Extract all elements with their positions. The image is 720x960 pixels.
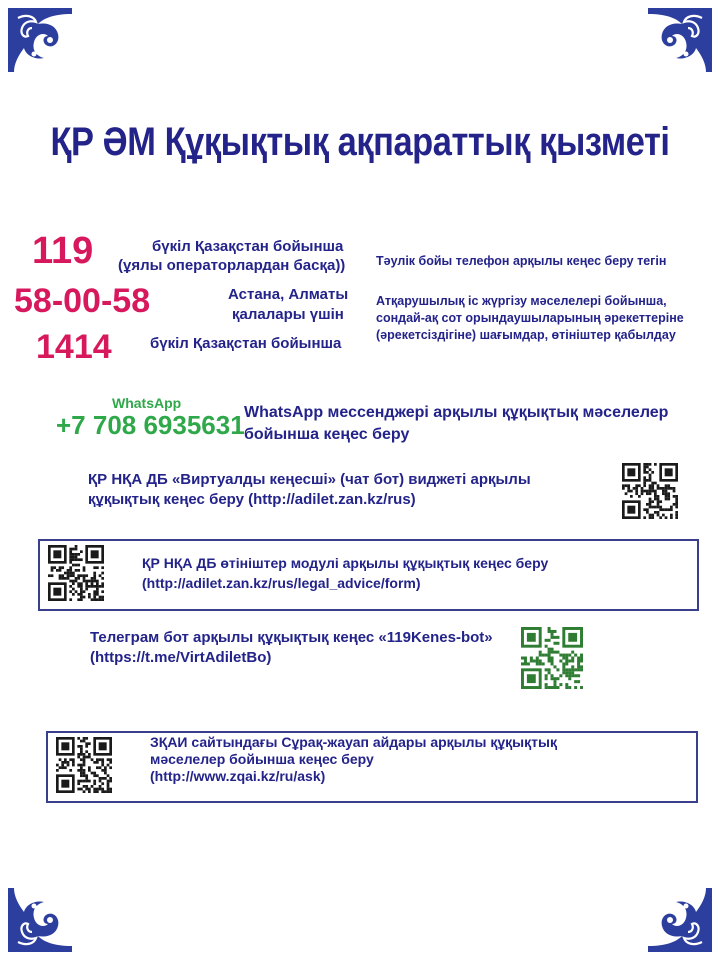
zqai-text [150,734,557,785]
phone-service-note: Тәулік бойы телефон арқылы кеңес беру тегін [376,254,667,268]
corner-ornament-bottom-left [4,884,76,956]
applications-module-link[interactable]: (http://adilet.zan.kz/rus/legal_advice/form) [142,575,421,591]
corner-ornament-bottom-right [644,884,716,956]
zqai-line-1: ЗҚАИ сайтындағы Сұрақ-жауап айдары арқылы құқықтық [150,734,557,750]
whatsapp-description: WhatsApp мессенджері арқылы құқықтық мәселелер бойынша кеңес беру [244,404,669,443]
zqai-line-2: мәселелер бойынша кеңес беру [150,751,374,767]
phone-1414[interactable]: 1414 [36,328,112,366]
phone-58-00-58[interactable]: 58-00-58 [14,282,151,320]
phone-119-label-2: (ұялы операторлардан басқа)) [118,257,346,274]
whatsapp-number[interactable]: +7 708 6935631 [56,410,245,440]
virtual-consultant-qr-icon[interactable] [622,463,678,519]
phone-58-00-58-label-2: қалалары үшін [232,306,344,323]
phone-119[interactable]: 119 [32,230,94,272]
telegram-link[interactable]: (https://t.me/VirtAdiletBo) [90,649,272,666]
corner-ornament-top-right [644,4,716,76]
corner-ornament-top-left [4,4,76,76]
zqai-qr-icon[interactable] [56,737,112,793]
applications-module-text [142,553,548,593]
telegram-line-1: Телеграм бот арқылы құқықтық кеңес «119Kenes-bot» [90,629,493,646]
phone-58-00-58-label-1: Астана, Алматы [228,286,349,303]
whatsapp-label: WhatsApp [112,395,182,411]
phone-1414-label: бүкіл Қазақстан бойынша [150,335,342,352]
telegram-qr-icon[interactable] [521,627,583,689]
telegram-text [90,628,520,668]
applications-module-line-1: ҚР НҚА ДБ өтініштер модулі арқылы құқықтық кеңес беру [142,555,549,571]
phone-119-label-1: бүкіл Қазақстан бойынша [152,238,344,255]
virtual-consultant-text: ҚР НҚА ДБ «Виртуалды кеңесші» (чат бот) виджеті арқылы құқықтық кеңес беру (http://adilet.zan.kz/rus) [88,471,531,508]
phone-service-description: Атқарушылық іс жүргізу мәселелері бойынша, сондай-ақ сот орындаушыларының әрекеттеріне (әрекетсіздігіне) шағымдар, өтініштер қабылдау [376,294,684,342]
page-title: ҚР ӘМ Құқықтық ақпараттық қызметі [50,120,670,164]
zqai-link[interactable]: (http://www.zqai.kz/ru/ask) [150,768,326,784]
applications-module-qr-icon[interactable] [48,545,104,601]
